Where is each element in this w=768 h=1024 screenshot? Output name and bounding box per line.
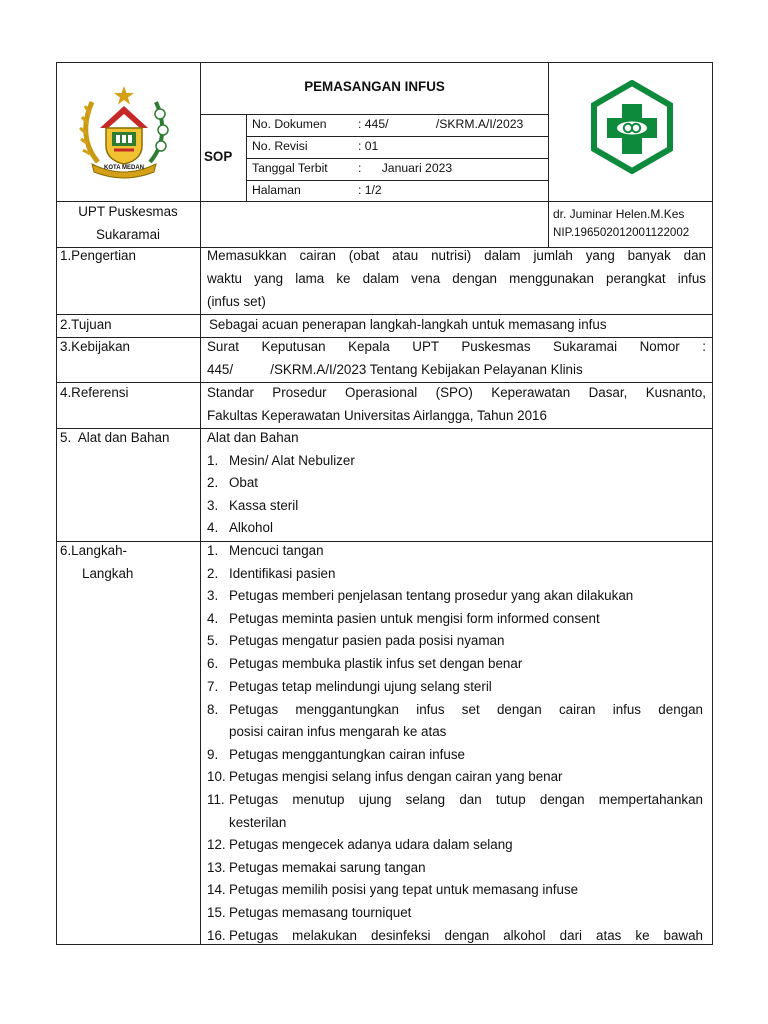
- step-number: 9.: [207, 747, 219, 762]
- section-label-langkah: 6.Langkah-: [60, 543, 128, 558]
- list-number: 1.: [207, 453, 219, 468]
- step-number: 10.: [207, 769, 226, 784]
- list-item: Obat: [229, 475, 259, 490]
- unit-name-line2: Sukaramai: [95, 227, 160, 242]
- step-text: Petugas melakukan desinfeksi dengan alkohol dari atas ke bawah: [229, 928, 703, 943]
- step-number: 13.: [207, 860, 226, 875]
- step-text: Petugas menggantungkan cairan infuse: [229, 747, 465, 762]
- section-label-langkah-2: Langkah: [82, 566, 134, 581]
- step-text: Petugas memasang tourniquet: [229, 905, 412, 920]
- sop-label: SOP: [204, 149, 233, 164]
- section-label-alat: 5. Alat dan Bahan: [60, 430, 170, 445]
- tujuan-text: Sebagai acuan penerapan langkah-langkah untuk memasang infus: [209, 317, 607, 332]
- step-text: Petugas memilih posisi yang tepat untuk memasang infuse: [229, 882, 579, 897]
- step-text: Petugas menggantungkan infus set dengan cairan infus dengan: [229, 702, 703, 717]
- step-number: 14.: [207, 882, 226, 897]
- doc-row-value: : 1/2: [358, 183, 382, 197]
- step-text: Identifikasi pasien: [229, 566, 336, 581]
- list-item: Mesin/ Alat Nebulizer: [229, 453, 355, 468]
- step-text: Petugas memakai sarung tangan: [229, 860, 426, 875]
- step-text: Petugas mengisi selang infus dengan cairan yang benar: [229, 769, 563, 784]
- doc-row-label: Tanggal Terbit: [252, 161, 328, 175]
- step-number: 7.: [207, 679, 219, 694]
- signer-name: dr. Juminar Helen.M.Kes: [553, 207, 685, 221]
- step-number: 2.: [207, 566, 219, 581]
- doc-row-label: No. Revisi: [252, 139, 308, 153]
- step-number: 5.: [207, 633, 219, 648]
- step-number: 15.: [207, 905, 226, 920]
- step-number: 6.: [207, 656, 219, 671]
- step-text: Petugas mengecek adanya udara dalam selang: [229, 837, 513, 852]
- doc-row-label: Halaman: [252, 183, 301, 197]
- referensi-line: Standar Prosedur Operasional (SPO) Keperawatan Dasar, Kusnanto,: [207, 385, 706, 400]
- alat-heading: Alat dan Bahan: [207, 430, 299, 445]
- step-number: 4.: [207, 611, 219, 626]
- list-number: 2.: [207, 475, 219, 490]
- list-number: 4.: [207, 520, 219, 535]
- step-text-cont: posisi cairan infus mengarah ke atas: [229, 724, 447, 739]
- pengertian-line: (infus set): [207, 294, 266, 309]
- step-number: 16.: [207, 928, 226, 943]
- kebijakan-line: Surat Keputusan Kepala UPT Puskesmas Sukaramai Nomor :: [207, 339, 706, 354]
- step-text: Petugas meminta pasien untuk mengisi form informed consent: [229, 611, 600, 626]
- step-text: Mencuci tangan: [229, 543, 324, 558]
- pengertian-line: Memasukkan cairan (obat atau nutrisi) dalam jumlah yang banyak dan: [207, 248, 706, 263]
- step-text: Petugas menutup ujung selang dan tutup dengan mempertahankan: [229, 792, 703, 807]
- section-label-tujuan: 2.Tujuan: [60, 317, 112, 332]
- kota-medan-ribbon-text: KOTA MEDAN: [104, 165, 144, 171]
- doc-row-value: : 445/ /SKRM.A/I/2023: [358, 117, 524, 131]
- list-number: 3.: [207, 498, 219, 513]
- doc-row-label: No. Dokumen: [252, 117, 327, 131]
- step-number: 8.: [207, 702, 219, 717]
- pengertian-line: waktu yang lama ke dalam vena dengan menggunakan perangkat infus: [207, 271, 706, 286]
- step-number: 12.: [207, 837, 226, 852]
- section-label-kebijakan: 3.Kebijakan: [60, 339, 130, 354]
- doc-row-value: : Januari 2023: [358, 161, 453, 175]
- step-number: 11.: [207, 792, 225, 807]
- doc-row-value: : 01: [358, 139, 379, 153]
- step-text-cont: kesterilan: [229, 815, 287, 830]
- step-text: Petugas mengatur pasien pada posisi nyaman: [229, 633, 505, 648]
- referensi-line: Fakultas Keperawatan Universitas Airlangga, Tahun 2016: [207, 408, 547, 423]
- list-item: Alkohol: [229, 520, 273, 535]
- step-text: Petugas membuka plastik infus set dengan benar: [229, 656, 523, 671]
- section-label-pengertian: 1.Pengertian: [60, 248, 136, 263]
- sop-title: PEMASANGAN INFUS: [304, 79, 445, 94]
- kebijakan-line: 445/ /SKRM.A/I/2023 Tentang Kebijakan Pelayanan Klinis: [207, 362, 583, 377]
- puskesmas-logo-icon: [585, 80, 679, 174]
- step-number: 1.: [207, 543, 219, 558]
- step-text: Petugas tetap melindungi ujung selang steril: [229, 679, 492, 694]
- step-number: 3.: [207, 588, 219, 603]
- signer-nip: NIP.196502012001122002: [553, 226, 690, 239]
- list-item: Kassa steril: [229, 498, 299, 513]
- unit-name-line1: UPT Puskesmas: [78, 204, 178, 219]
- section-label-referensi: 4.Referensi: [60, 385, 129, 400]
- step-text: Petugas memberi penjelasan tentang prosedur yang akan dilakukan: [229, 588, 634, 603]
